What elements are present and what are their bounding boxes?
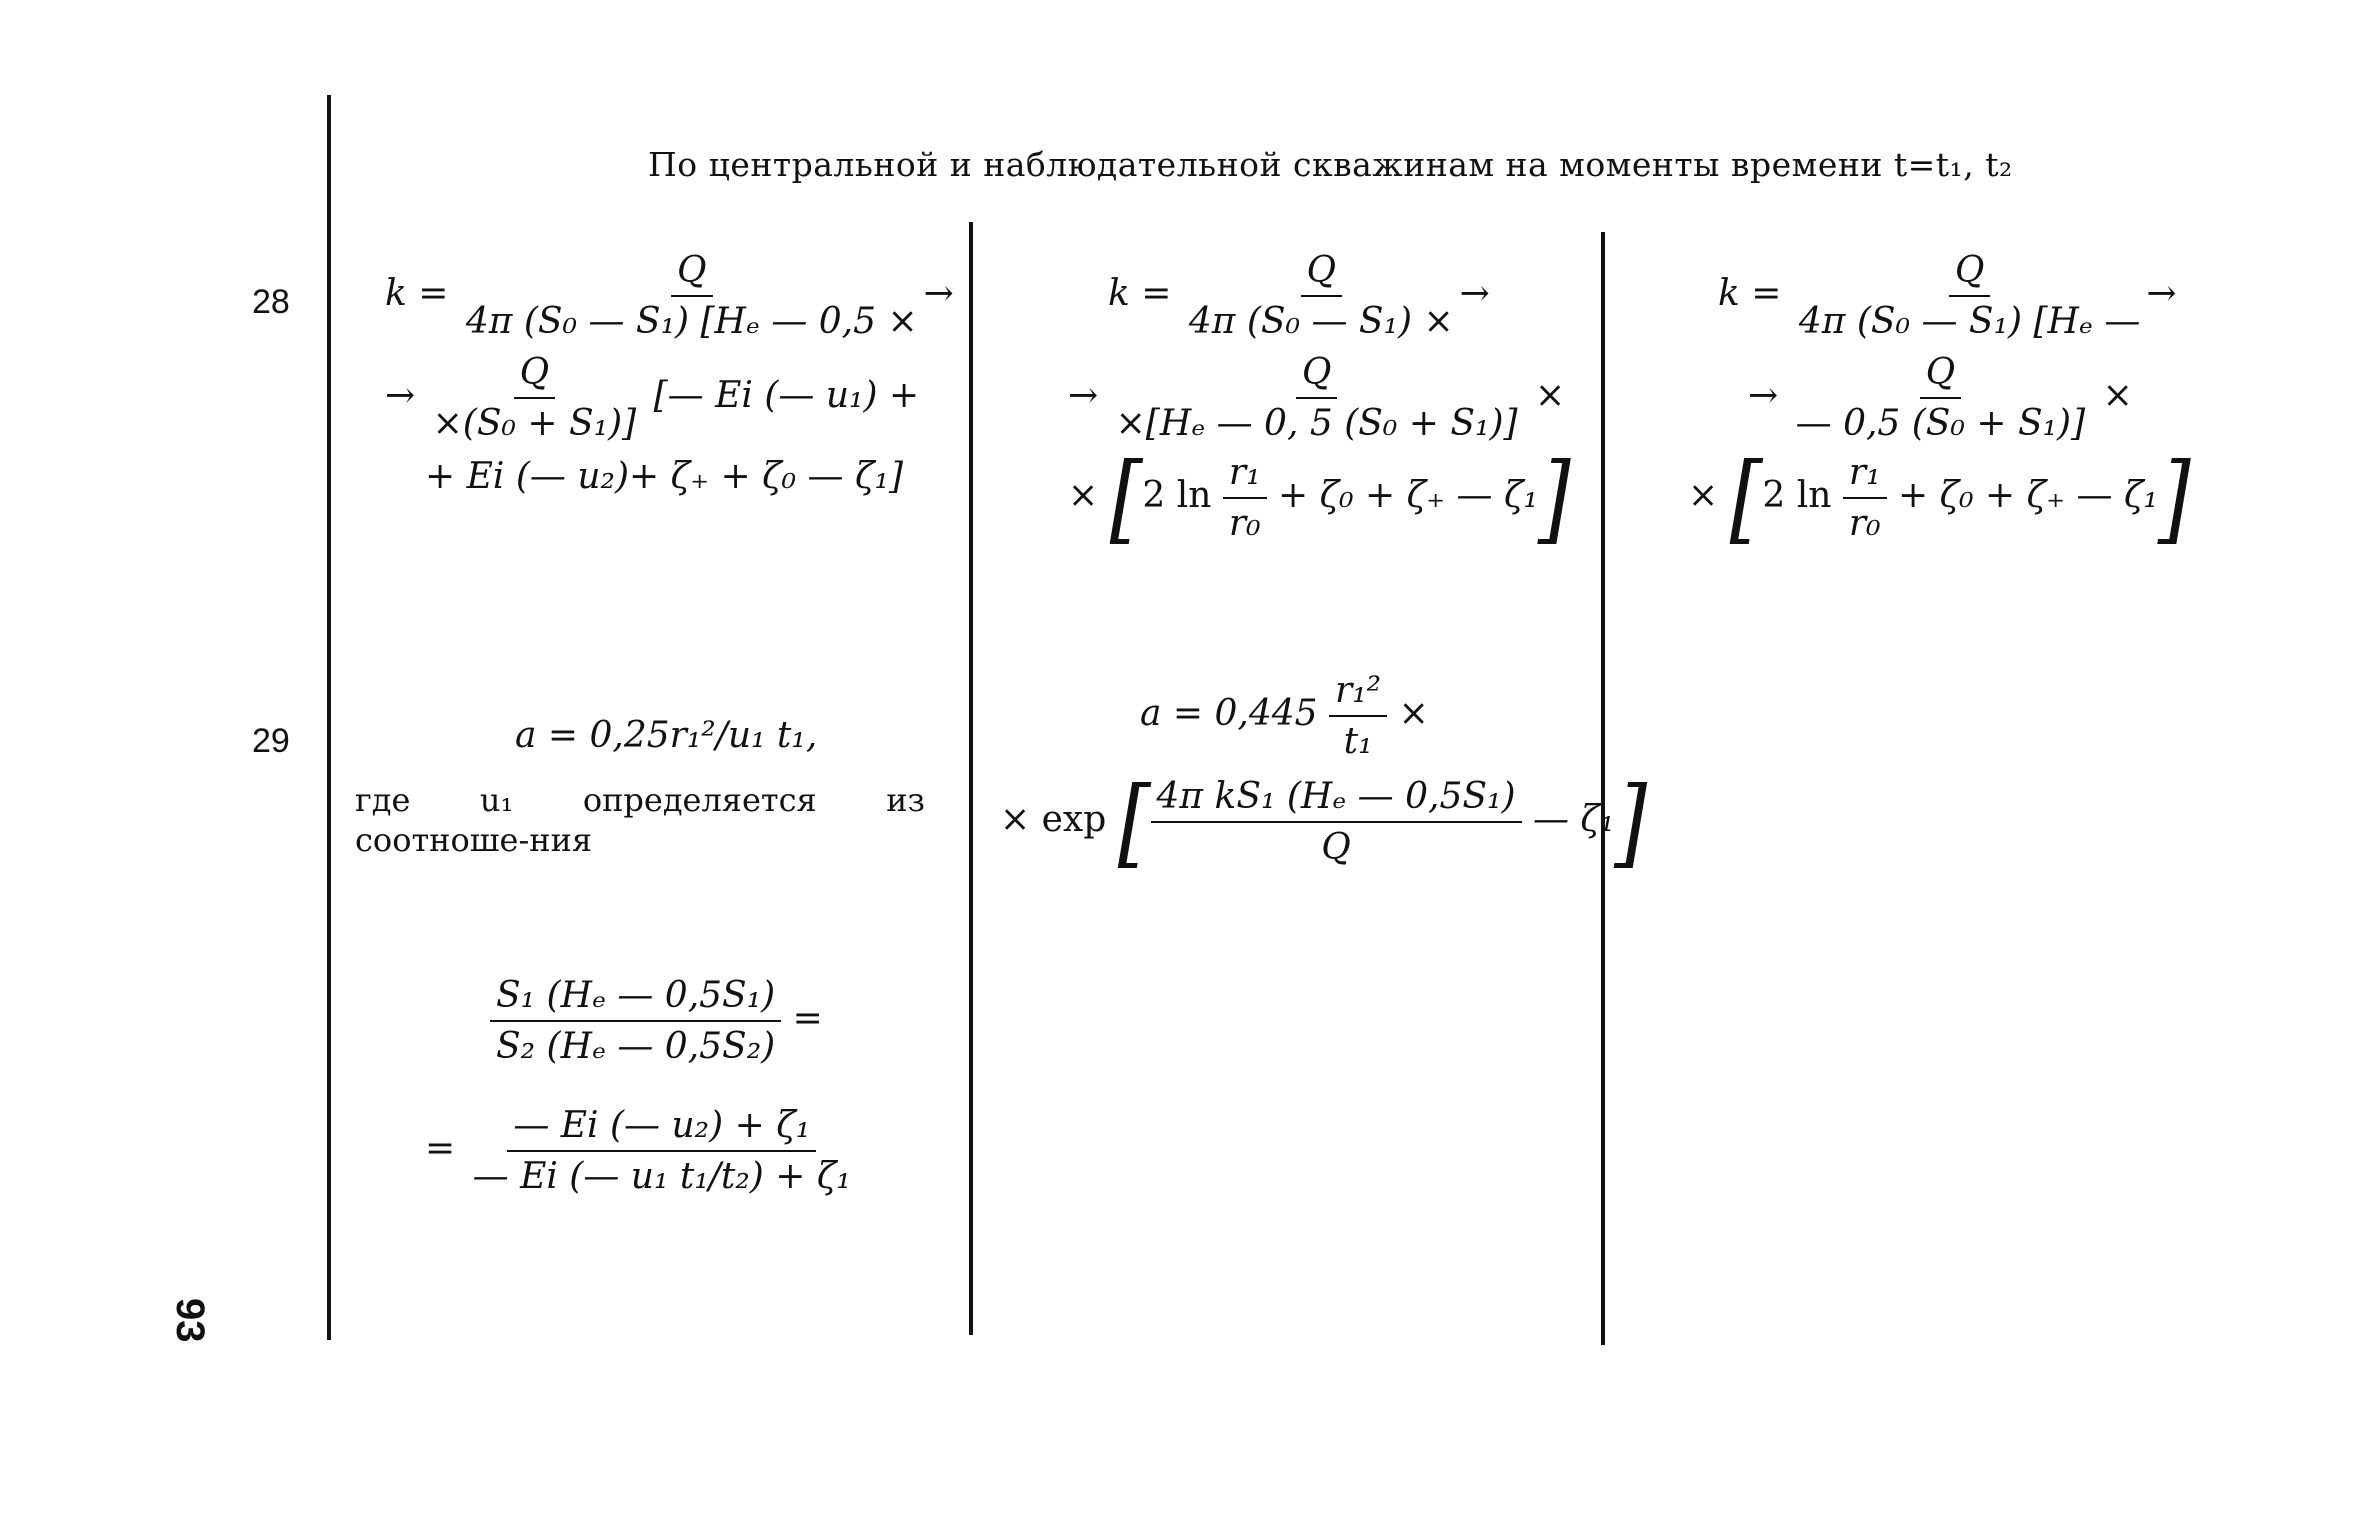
numerator: Q xyxy=(1301,250,1343,297)
numerator: Q xyxy=(671,250,713,297)
formula-28-col2 xyxy=(1068,250,1571,555)
formula-29-note: где u₁ определяется из соотноше-ния xyxy=(355,781,925,859)
numerator: r₁² xyxy=(1329,670,1387,717)
formula-29-ratio xyxy=(490,975,823,1067)
fraction xyxy=(490,975,781,1067)
bracket-open: [ xyxy=(1109,441,1143,555)
formula-29-col2 xyxy=(1000,670,1648,879)
bracket-open: [ xyxy=(1729,441,1763,555)
fraction xyxy=(1183,250,1460,342)
arrow: → xyxy=(1068,375,1099,416)
formula-line xyxy=(1000,765,1648,879)
term: — ζ₁ xyxy=(1532,799,1615,840)
formula-line xyxy=(385,352,954,444)
times: × xyxy=(1398,693,1429,734)
denominator: — Ei (— u₁ t₁/t₂) + ζ₁ xyxy=(472,1156,851,1197)
denominator: 4π (S₀ — S₁) [Hₑ — 0,5 × xyxy=(465,301,918,342)
arrow: → xyxy=(923,273,954,314)
term: + ζ₀ + ζ₊ — ζ₁ xyxy=(1898,475,2158,516)
numerator: Q xyxy=(1920,352,1962,399)
bracket-close: ] xyxy=(2157,441,2191,555)
denominator: 4π (S₀ — S₁) [Hₑ — xyxy=(1798,301,2141,342)
numerator: r₁ xyxy=(1843,452,1887,499)
times: × xyxy=(2102,375,2133,416)
times: × xyxy=(1688,475,1719,516)
fraction xyxy=(1151,776,1522,868)
term: 2 ln xyxy=(1762,475,1832,516)
formula-line xyxy=(1068,250,1571,342)
fraction xyxy=(1793,250,2146,342)
fraction xyxy=(1790,352,2092,444)
arrow: → xyxy=(1748,375,1779,416)
denominator: r₀ xyxy=(1228,503,1261,544)
fraction xyxy=(1110,352,1524,444)
numerator: Q xyxy=(1296,352,1338,399)
bracket-open: [ xyxy=(1117,765,1151,879)
denominator: ×(S₀ + S₁)] xyxy=(432,403,637,444)
numerator: Q xyxy=(1949,250,1991,297)
numerator: r₁ xyxy=(1223,452,1267,499)
formula-28-col3 xyxy=(1688,250,2191,555)
lhs: k = xyxy=(385,273,449,314)
arrow: → xyxy=(1459,273,1490,314)
denominator: Q xyxy=(1321,827,1351,868)
fraction xyxy=(1329,670,1387,762)
formula-line xyxy=(1688,250,2191,342)
equals: = xyxy=(792,998,823,1039)
table-header: По центральной и наблюдательной скважинам на моменты времени t=t₁, t₂ xyxy=(648,145,2013,184)
fraction xyxy=(467,1105,857,1197)
bracket-close: ] xyxy=(1537,441,1571,555)
term: 2 ln xyxy=(1142,475,1212,516)
column-rule-1 xyxy=(327,95,331,1340)
term: + Ei (— u₂)+ ζ₊ + ζ₀ — ζ₁] xyxy=(425,456,903,497)
formula-line xyxy=(385,250,954,342)
times: × xyxy=(1535,375,1566,416)
formula-line xyxy=(1068,441,1571,555)
numerator: 4π kS₁ (Hₑ — 0,5S₁) xyxy=(1151,776,1522,823)
row-number-28: 28 xyxy=(252,283,290,321)
equals: = xyxy=(425,1128,456,1169)
denominator: 4π (S₀ — S₁) × xyxy=(1188,301,1454,342)
numerator: — Ei (— u₂) + ζ₁ xyxy=(507,1105,816,1152)
formula-line xyxy=(1000,670,1647,762)
fraction xyxy=(1223,452,1267,544)
page-number: 93 xyxy=(168,1298,212,1343)
formula-29-col1-a: a = 0,25r₁²/u₁ t₁, xyxy=(515,715,818,756)
exp-lead: × exp xyxy=(1000,799,1107,840)
denominator: — 0,5 (S₀ + S₁)] xyxy=(1795,403,2086,444)
bracket-close: ] xyxy=(1614,765,1648,879)
fraction xyxy=(427,352,643,444)
arrow: → xyxy=(2146,273,2177,314)
formula-line xyxy=(1688,441,2191,555)
column-rule-2 xyxy=(969,222,973,1335)
formula-line xyxy=(1068,352,1571,444)
formula-29-rhs xyxy=(425,1105,857,1197)
term: + ζ₀ + ζ₊ — ζ₁ xyxy=(1278,475,1538,516)
numerator: Q xyxy=(514,352,556,399)
fraction xyxy=(460,250,924,342)
lhs: k = xyxy=(1718,273,1782,314)
times: × xyxy=(1068,475,1099,516)
lhs: a = 0,445 xyxy=(1140,693,1318,734)
formula-line xyxy=(385,456,954,497)
denominator: r₀ xyxy=(1848,503,1881,544)
numerator: S₁ (Hₑ — 0,5S₁) xyxy=(490,975,781,1022)
fraction xyxy=(1843,452,1887,544)
denominator: S₂ (Hₑ — 0,5S₂) xyxy=(496,1026,776,1067)
row-number-29: 29 xyxy=(252,722,290,760)
formula-line xyxy=(1688,352,2191,444)
lhs: k = xyxy=(1108,273,1172,314)
denominator: t₁ xyxy=(1343,721,1373,762)
arrow: → xyxy=(385,375,416,416)
formula-28-col1 xyxy=(385,250,954,497)
term: [— Ei (— u₁) + xyxy=(653,375,920,416)
denominator: ×[Hₑ — 0, 5 (S₀ + S₁)] xyxy=(1115,403,1518,444)
